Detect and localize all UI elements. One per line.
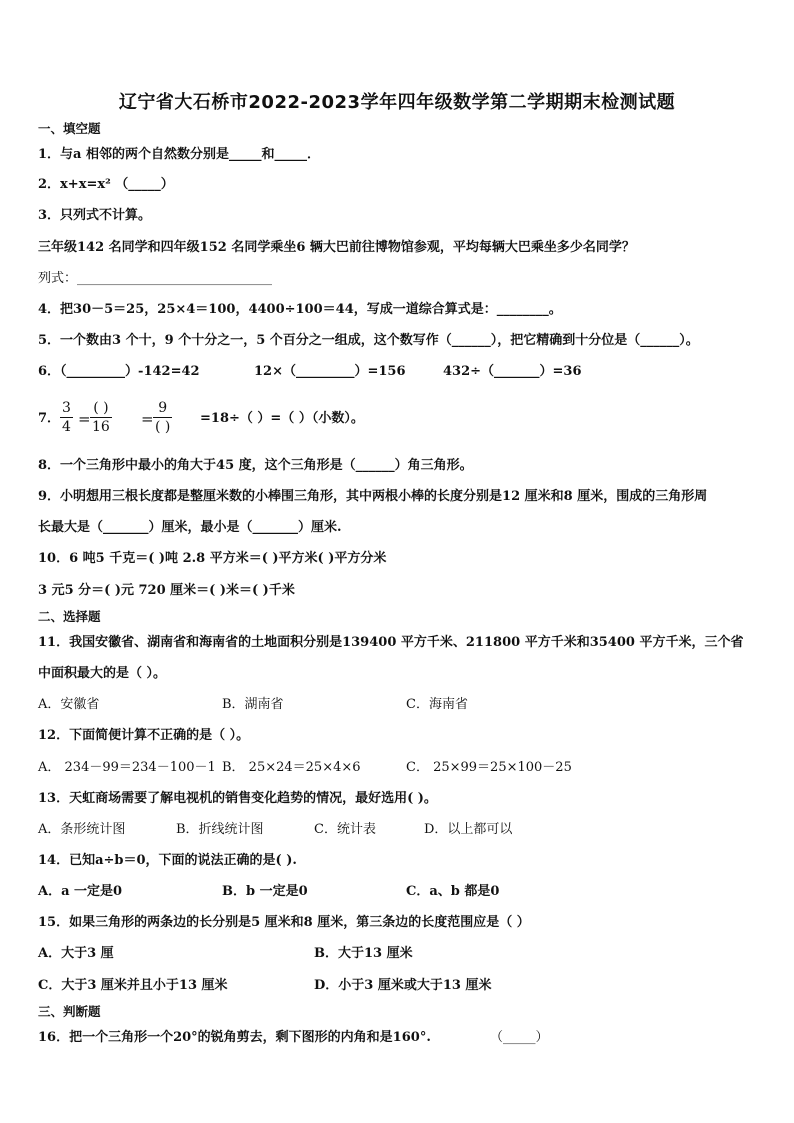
fraction-numerator: 9 [158,400,168,416]
question-7-tail: =18÷（ ）=（ ）（小数）。 [200,411,364,426]
question-13: 13．天虹商场需要了解电视机的销售变化趋势的情况，最好选用( )。 [38,791,437,806]
option-14-b: B．b 一定是0 [222,884,308,899]
fraction-numerator: 3 [62,400,71,416]
fraction-denominator: ( ) [155,419,171,435]
option-12-c: C． 25×99＝25×100－25 [406,760,572,775]
question-2: 2．x+x=x² （_____） [38,177,174,192]
question-12: 12．下面简便计算不正确的是（ ）。 [38,728,250,743]
question-3-text: 三年级142 名同学和四年级152 名同学乘坐6 辆大巴前往博物馆参观，平均每辆大巴乘坐多少名同学？ [38,240,635,255]
question-9-line2: 长最大是（_______）厘米，最小是（_______）厘米. [38,520,342,535]
option-13-a: A．条形统计图 [38,822,126,837]
option-15-d: D．小于3 厘米或大于13 厘米 [314,978,492,993]
option-12-b: B． 25×24＝25×4×6 [222,760,361,775]
question-14: 14．已知a÷b＝0，下面的说法正确的是( ). [38,853,297,868]
question-15: 15．如果三角形的两条边的长分别是5 厘米和8 厘米，第三条边的长度范围应是（ ） [38,915,530,930]
equals-sign: = [78,410,91,428]
option-15-b: B．大于13 厘米 [314,946,413,961]
option-12-a: A． 234－99＝234－100－1 [38,760,216,775]
option-11-b: B．湖南省 [222,697,284,712]
option-13-d: D．以上都可以 [424,822,513,837]
question-8: 8．一个三角形中最小的角大于45 度，这个三角形是（______）角三角形。 [38,458,473,473]
question-3-formula: 列式：______________________________ [38,271,273,286]
page-title: 辽宁省大石桥市2022-2023学年四年级数学第二学期期末检测试题 [118,92,676,113]
option-11-a: A．安徽省 [38,697,100,712]
question-11-line2: 中面积最大的是（ ）。 [38,666,167,681]
fraction-9-blank [153,399,172,436]
question-9-line1: 9．小明想用三根长度都是整厘米数的小棒围三角形，其中两根小棒的长度分别是12 厘米和8 厘米，围成的三角形周 [38,489,708,504]
question-10-line1: 10．6 吨5 千克＝( )吨 2.8 平方米＝( )平方米( )平方分米 [38,551,387,566]
section-fill-in: 一、填空题 [38,121,101,136]
question-6a: 6．（_________）-142=42 [38,364,200,379]
option-14-c: C．a、b 都是0 [406,884,500,899]
fraction-3-4 [60,399,73,436]
answer-blank-16: （_____） [490,1030,549,1045]
question-3: 3．只列式不计算。 [38,208,152,223]
equals-sign: = [141,410,154,428]
option-14-a: A．a 一定是0 [38,884,123,899]
question-16: 16．把一个三角形一个20°的锐角剪去，剩下图形的内角和是160°. [38,1030,431,1045]
question-7-label: 7． [38,411,61,426]
question-4: 4．把30－5＝25，25×4＝100，4400÷100＝44，写成一道综合算式是：________。 [38,302,562,317]
fraction-denominator: 4 [62,419,71,435]
option-11-c: C．海南省 [406,697,468,712]
fraction-numerator: ( ) [93,400,109,416]
question-6b: 12×（_________）=156 [254,364,406,379]
option-15-a: A．大于3 厘 [38,946,114,961]
option-15-c: C．大于3 厘米并且小于13 厘米 [38,978,228,993]
fraction-denominator: 16 [92,419,110,435]
question-5: 5．一个数由3 个十，9 个十分之一，5 个百分之一组成，这个数写作（______），把它精确到十分位是（______）。 [38,333,699,348]
section-true-false: 三、判断题 [38,1004,101,1019]
option-13-c: C．统计表 [314,822,376,837]
fraction-blank-16 [90,399,112,436]
question-1: 1．与a 相邻的两个自然数分别是_____和_____． [38,147,320,162]
section-multiple-choice: 二、选择题 [38,609,101,624]
question-6c: 432÷（_______）=36 [443,364,582,379]
question-11-line1: 11．我国安徽省、湖南省和海南省的土地面积分别是139400 平方千米、211800 平方千米和35400 平方千米，三个省 [38,635,744,650]
option-13-b: B．折线统计图 [176,822,264,837]
question-10-line2: 3 元5 分＝( )元 720 厘米＝( )米＝( )千米 [38,583,295,598]
